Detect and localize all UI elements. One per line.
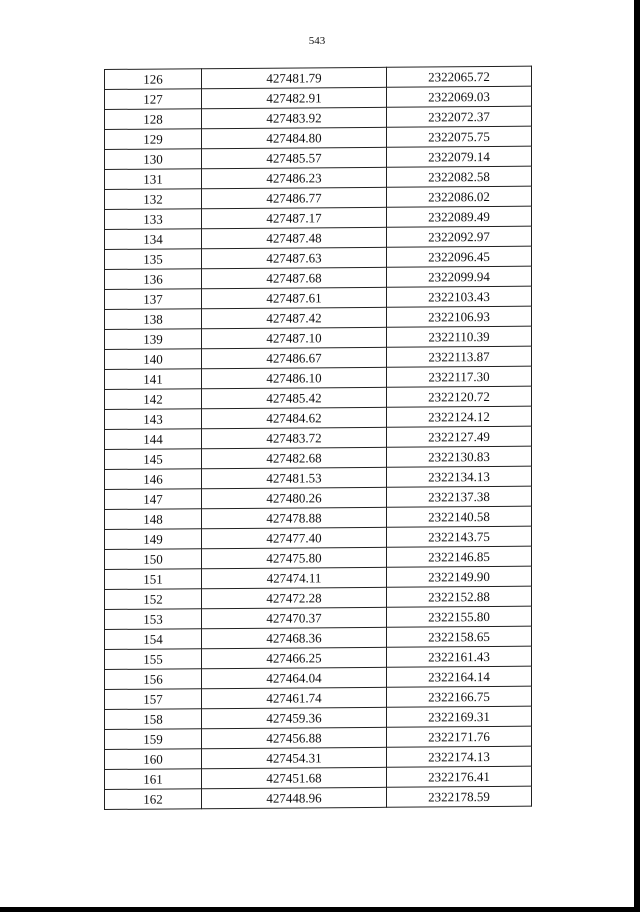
y-coordinate-cell: 2322082.58	[387, 166, 532, 187]
point-index-cell: 159	[105, 729, 202, 750]
point-index-cell: 156	[105, 669, 202, 690]
x-coordinate-cell: 427487.17	[202, 207, 387, 228]
point-index-cell: 153	[105, 609, 202, 630]
x-coordinate-cell: 427464.04	[202, 667, 387, 688]
point-index-cell: 137	[105, 289, 202, 310]
point-index-cell: 131	[105, 169, 202, 190]
y-coordinate-cell: 2322127.49	[387, 426, 532, 447]
table-row	[105, 766, 532, 789]
table-row	[105, 466, 532, 489]
y-coordinate-cell: 2322164.14	[387, 666, 532, 687]
x-coordinate-cell: 427487.42	[202, 307, 387, 328]
point-index-cell: 133	[105, 209, 202, 230]
y-coordinate-cell: 2322113.87	[387, 346, 532, 367]
y-coordinate-cell: 2322096.45	[387, 246, 532, 267]
table-row	[105, 306, 532, 329]
x-coordinate-cell: 427486.77	[202, 187, 387, 208]
x-coordinate-cell: 427466.25	[202, 647, 387, 668]
x-coordinate-cell: 427474.11	[202, 567, 387, 588]
table-row	[105, 686, 532, 709]
point-index-cell: 127	[105, 89, 202, 110]
point-index-cell: 150	[105, 549, 202, 570]
x-coordinate-cell: 427485.42	[202, 387, 387, 408]
table-row	[105, 166, 532, 189]
y-coordinate-cell: 2322065.72	[387, 66, 532, 87]
table-row	[105, 186, 532, 209]
x-coordinate-cell: 427482.68	[202, 447, 387, 468]
x-coordinate-cell: 427483.92	[202, 107, 387, 128]
table-row	[105, 386, 532, 409]
y-coordinate-cell: 2322152.88	[387, 586, 532, 607]
y-coordinate-cell: 2322146.85	[387, 546, 532, 567]
table-row	[105, 406, 532, 429]
point-index-cell: 162	[105, 789, 202, 810]
point-index-cell: 136	[105, 269, 202, 290]
y-coordinate-cell: 2322130.83	[387, 446, 532, 467]
table-row	[105, 566, 532, 589]
point-index-cell: 158	[105, 709, 202, 730]
y-coordinate-cell: 2322120.72	[387, 386, 532, 407]
table-row	[105, 486, 532, 509]
y-coordinate-cell: 2322072.37	[387, 106, 532, 127]
x-coordinate-cell: 427478.88	[202, 507, 387, 528]
point-index-cell: 146	[105, 469, 202, 490]
page-number: 543	[308, 35, 326, 47]
table-row	[105, 146, 532, 169]
y-coordinate-cell: 2322169.31	[387, 706, 532, 727]
y-coordinate-cell: 2322079.14	[387, 146, 532, 167]
table-row	[105, 666, 532, 689]
x-coordinate-cell: 427456.88	[202, 727, 387, 748]
coordinate-table	[104, 66, 532, 810]
x-coordinate-cell: 427486.67	[202, 347, 387, 368]
x-coordinate-cell: 427448.96	[202, 787, 387, 808]
coordinate-table-body	[105, 66, 532, 809]
y-coordinate-cell: 2322117.30	[387, 366, 532, 387]
table-row	[105, 706, 532, 729]
y-coordinate-cell: 2322086.02	[387, 186, 532, 207]
table-row	[105, 526, 532, 549]
table-row	[105, 626, 532, 649]
table-row	[105, 786, 532, 809]
table-row	[105, 346, 532, 369]
table-row	[105, 286, 532, 309]
point-index-cell: 130	[105, 149, 202, 170]
y-coordinate-cell: 2322149.90	[387, 566, 532, 587]
table-row	[105, 446, 532, 469]
y-coordinate-cell: 2322092.97	[387, 226, 532, 247]
x-coordinate-cell: 427470.37	[202, 607, 387, 628]
y-coordinate-cell: 2322174.13	[387, 746, 532, 767]
y-coordinate-cell: 2322166.75	[387, 686, 532, 707]
table-row	[105, 126, 532, 149]
x-coordinate-cell: 427481.53	[202, 467, 387, 488]
point-index-cell: 142	[105, 389, 202, 410]
y-coordinate-cell: 2322099.94	[387, 266, 532, 287]
y-coordinate-cell: 2322161.43	[387, 646, 532, 667]
point-index-cell: 151	[105, 569, 202, 590]
point-index-cell: 145	[105, 449, 202, 470]
x-coordinate-cell: 427477.40	[202, 527, 387, 548]
x-coordinate-cell: 427483.72	[202, 427, 387, 448]
x-coordinate-cell: 427487.61	[202, 287, 387, 308]
x-coordinate-cell: 427454.31	[202, 747, 387, 768]
x-coordinate-cell: 427486.10	[202, 367, 387, 388]
y-coordinate-cell: 2322176.41	[387, 766, 532, 787]
y-coordinate-cell: 2322124.12	[387, 406, 532, 427]
point-index-cell: 139	[105, 329, 202, 350]
x-coordinate-cell: 427487.48	[202, 227, 387, 248]
x-coordinate-cell: 427487.63	[202, 247, 387, 268]
y-coordinate-cell: 2322110.39	[387, 326, 532, 347]
x-coordinate-cell: 427481.79	[202, 67, 387, 88]
table-row	[105, 586, 532, 609]
x-coordinate-cell: 427484.80	[202, 127, 387, 148]
point-index-cell: 152	[105, 589, 202, 610]
y-coordinate-cell: 2322143.75	[387, 526, 532, 547]
table-row	[105, 366, 532, 389]
table-row	[105, 226, 532, 249]
y-coordinate-cell: 2322069.03	[387, 86, 532, 107]
y-coordinate-cell: 2322171.76	[387, 726, 532, 747]
point-index-cell: 161	[105, 769, 202, 790]
x-coordinate-cell: 427487.68	[202, 267, 387, 288]
y-coordinate-cell: 2322106.93	[387, 306, 532, 327]
point-index-cell: 134	[105, 229, 202, 250]
x-coordinate-cell: 427472.28	[202, 587, 387, 608]
y-coordinate-cell: 2322089.49	[387, 206, 532, 227]
x-coordinate-cell: 427482.91	[202, 87, 387, 108]
point-index-cell: 147	[105, 489, 202, 510]
x-coordinate-cell: 427486.23	[202, 167, 387, 188]
x-coordinate-cell: 427487.10	[202, 327, 387, 348]
table-row	[105, 726, 532, 749]
y-coordinate-cell: 2322140.58	[387, 506, 532, 527]
y-coordinate-cell: 2322103.43	[387, 286, 532, 307]
table-row	[105, 506, 532, 529]
table-row	[105, 106, 532, 129]
y-coordinate-cell: 2322137.38	[387, 486, 532, 507]
point-index-cell: 126	[105, 69, 202, 90]
x-coordinate-cell: 427480.26	[202, 487, 387, 508]
point-index-cell: 135	[105, 249, 202, 270]
x-coordinate-cell: 427459.36	[202, 707, 387, 728]
table-row	[105, 326, 532, 349]
table-row	[105, 86, 532, 109]
y-coordinate-cell: 2322178.59	[387, 786, 532, 807]
y-coordinate-cell: 2322158.65	[387, 626, 532, 647]
x-coordinate-cell: 427468.36	[202, 627, 387, 648]
y-coordinate-cell: 2322155.80	[387, 606, 532, 627]
x-coordinate-cell: 427451.68	[202, 767, 387, 788]
point-index-cell: 154	[105, 629, 202, 650]
point-index-cell: 160	[105, 749, 202, 770]
point-index-cell: 157	[105, 689, 202, 710]
point-index-cell: 148	[105, 509, 202, 530]
point-index-cell: 129	[105, 129, 202, 150]
x-coordinate-cell: 427461.74	[202, 687, 387, 708]
point-index-cell: 140	[105, 349, 202, 370]
table-row	[105, 646, 532, 669]
point-index-cell: 155	[105, 649, 202, 670]
table-row	[105, 746, 532, 769]
point-index-cell: 144	[105, 429, 202, 450]
table-row	[105, 266, 532, 289]
x-coordinate-cell: 427484.62	[202, 407, 387, 428]
table-row	[105, 606, 532, 629]
table-row	[105, 206, 532, 229]
table-row	[105, 246, 532, 269]
table-row	[105, 66, 532, 89]
point-index-cell: 132	[105, 189, 202, 210]
point-index-cell: 128	[105, 109, 202, 130]
table-row	[105, 546, 532, 569]
point-index-cell: 149	[105, 529, 202, 550]
x-coordinate-cell: 427485.57	[202, 147, 387, 168]
x-coordinate-cell: 427475.80	[202, 547, 387, 568]
table-row	[105, 426, 532, 449]
point-index-cell: 143	[105, 409, 202, 430]
y-coordinate-cell: 2322075.75	[387, 126, 532, 147]
point-index-cell: 138	[105, 309, 202, 330]
y-coordinate-cell: 2322134.13	[387, 466, 532, 487]
point-index-cell: 141	[105, 369, 202, 390]
